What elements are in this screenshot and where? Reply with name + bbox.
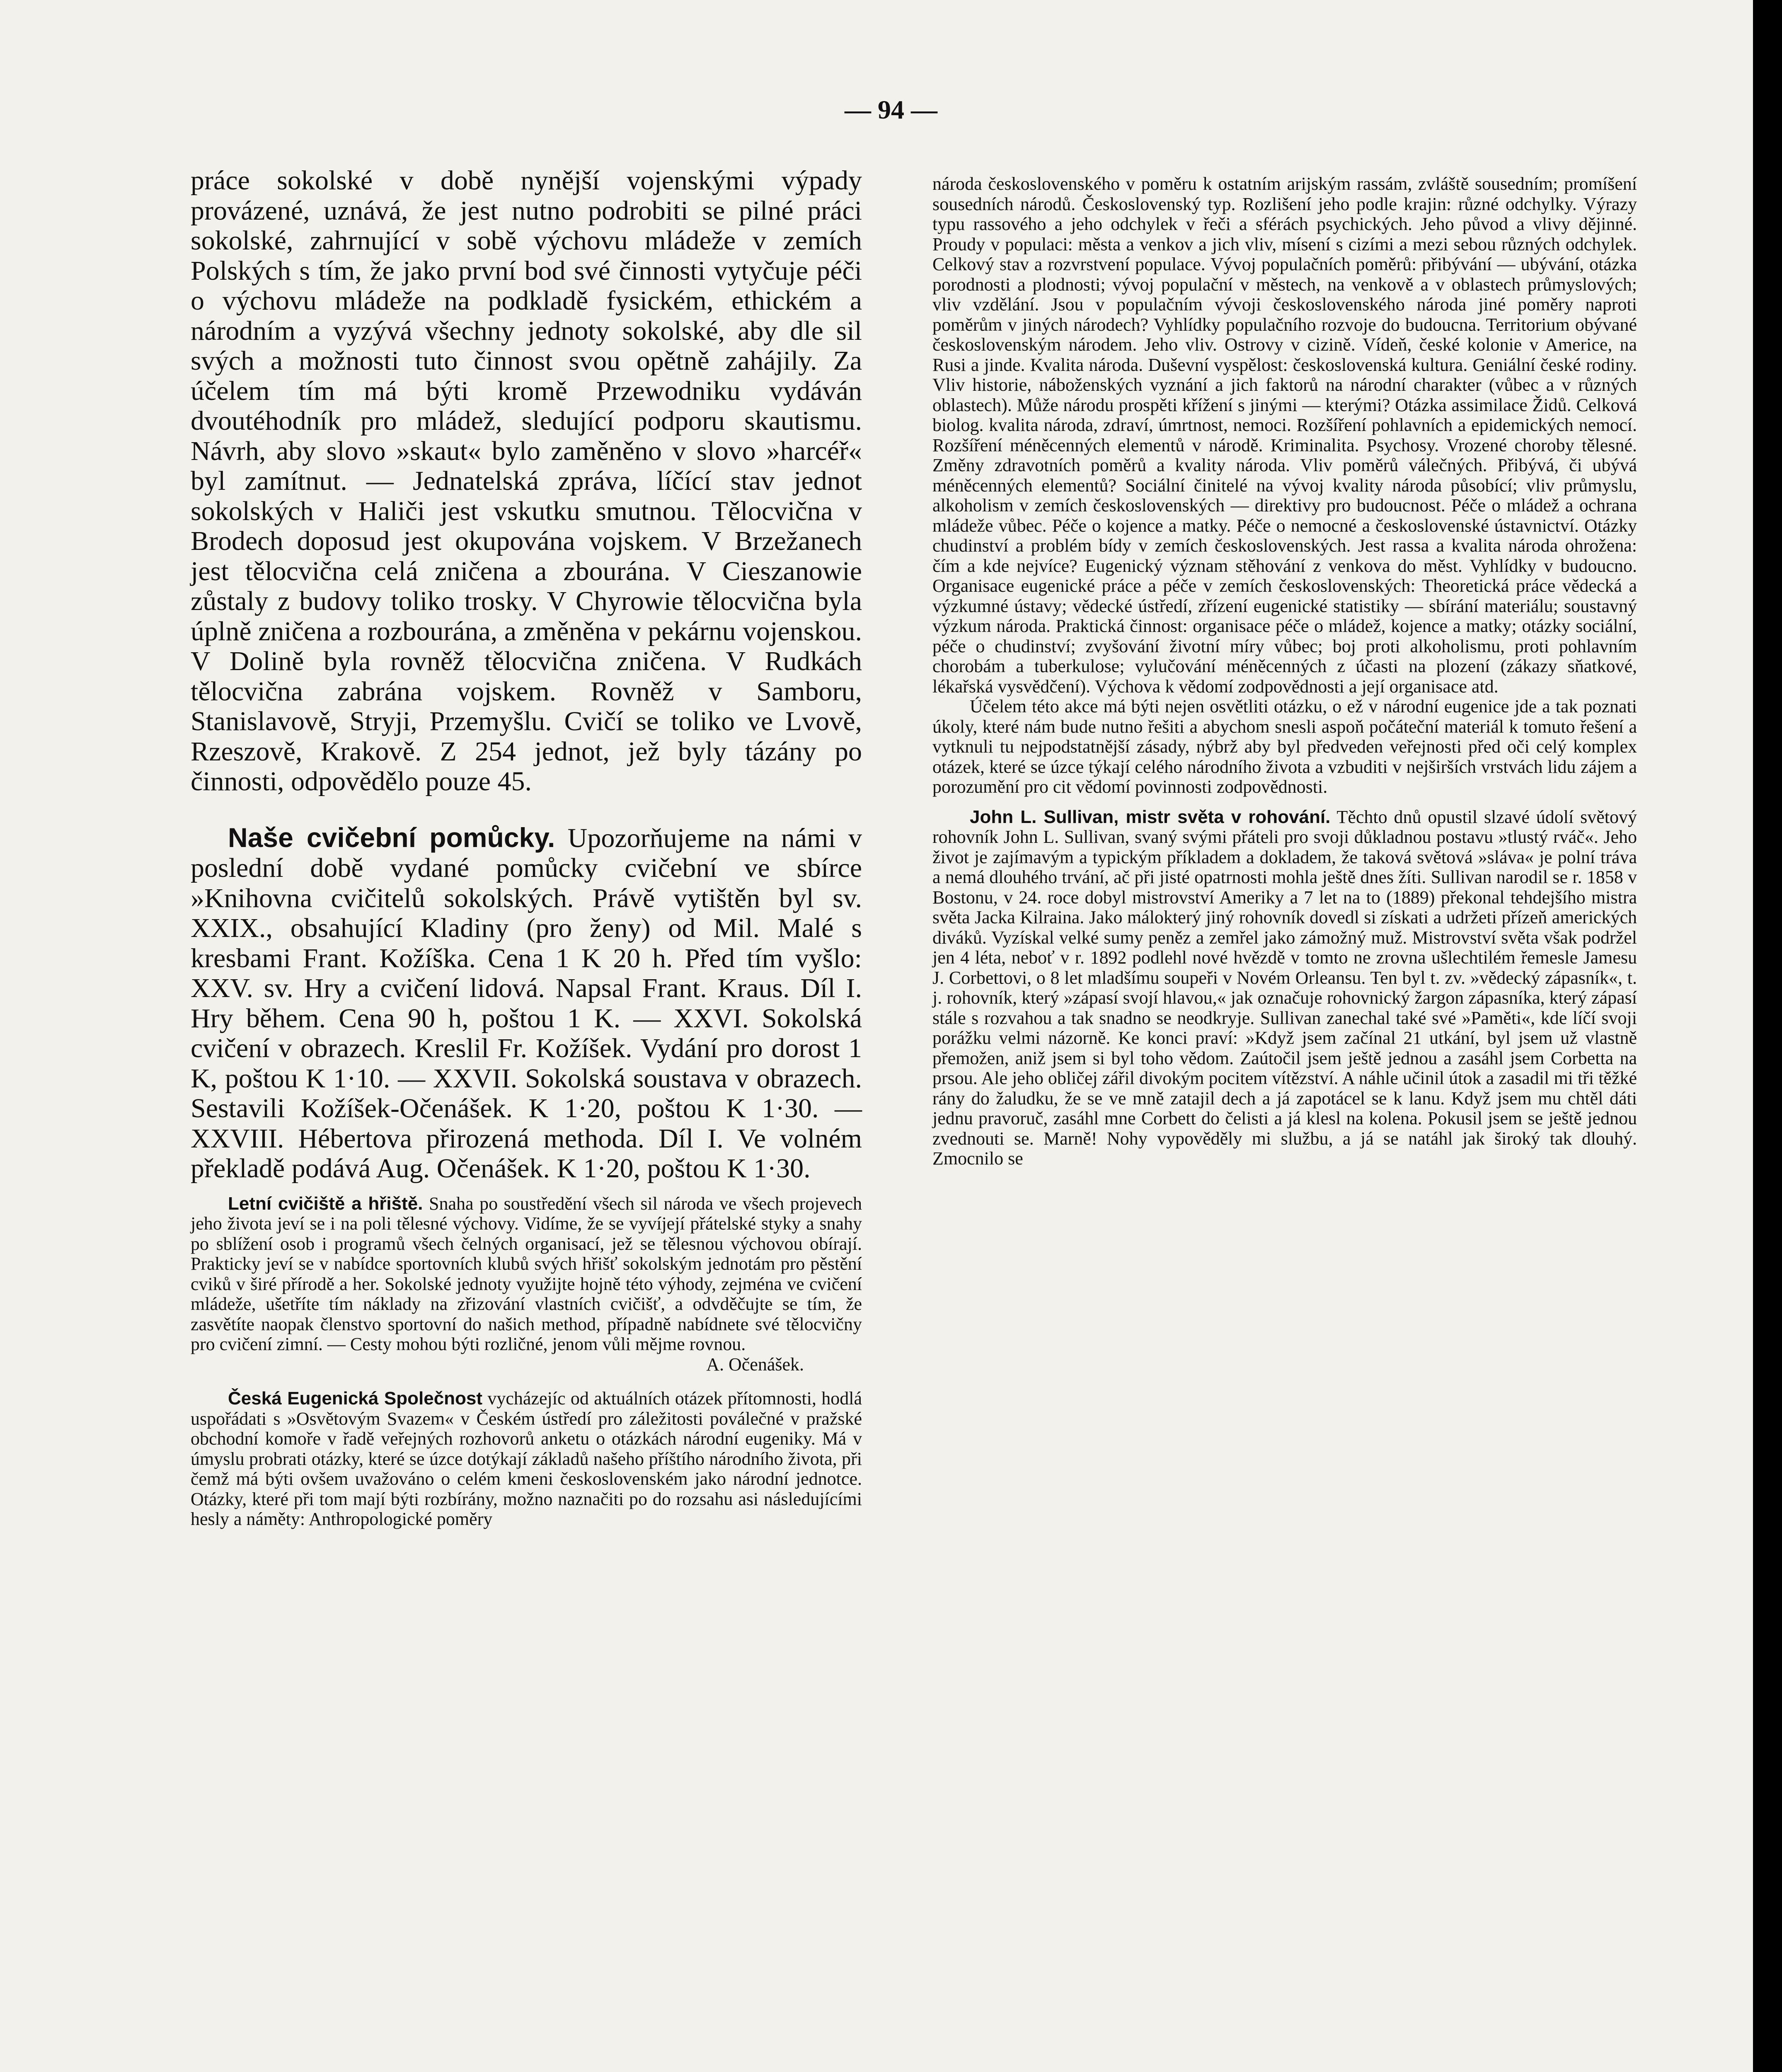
exercise-aids-paragraph: [191, 823, 862, 1184]
summer-playground-body: Snaha po soustředění všech sil národa ve všech projevech jeho života jeví se i na poli tělesné výchovy. Vidíme, že se vyvíjejí přátelské styky a snahy po sblížení osob i programů všech čelných organisací, jež se tělesnou výchovou obírají. Prakticky jeví se v nabídce sportovních klubů svých hřišť sokolským jednotám pro pěstění cviků v širé přírodě a her. Sokolské jednoty využijte hojně této výhody, zejména ve cvičení mládeže, ušetříte tím náklady na zřizování vlastních cvičišť, a odvděčujte se tím, že zasvětíte naopak členstvo sportovní do našich method, případně nabídnete své tělocvičny pro cvičení zimní. — Cesty mohou býti rozličné, jenom vůli mějme rovnou.: [191, 1193, 862, 1354]
sokol-poland-paragraph: práce sokolské v době nynější vojenskými výpady provázené, uznává, že jest nutno podrobiti se pilné práci sokolské, zahrnující v sobě výchovu mládeže v zemích Polských s tím, že jako první bod své činnosti vytyčuje péči o výchovu mládeže na podkladě fysickém, ethickém a národním a vyzývá všechny jednoty sokolské, aby dle sil svých a možnosti tuto činnost svou opětně zahájily. Za účelem tím má býti kromě Przewodniku vydáván dvoutéhodník pro mládež, sledující podporu skautismu. Návrh, aby slovo »skaut« bylo zaměněno v slovo »harcéř« byl zamítnut. — Jednatelská zpráva, líčící stav jednot sokolských v Haliči jest vskutku smutnou. Tělocvična v Brodech doposud jest okupována vojskem. V Brzežanech jest tělocvična celá zničena a zbourána. V Cieszanowie zůstaly z budovy toliko trosky. V Chyrowie tělocvična byla úplně zničena a rozbourána, a změněna v pekárnu vojenskou. V Dolině byla rovněž tělocvična zničena. V Rudkách tělocvična zabrána vojskem. Rovněž v Samboru, Stanislavově, Stryji, Przemyšlu. Cvičí se toliko ve Lvově, Rzeszově, Krakově. Z 254 jednot, jež byly tázány po činnosti, odpovědělo pouze 45.: [191, 165, 862, 796]
eugenics-purpose-paragraph: Účelem této akce má býti nejen osvětliti otázku, o ež v národní eugenice jde a tak poznati úkoly, které nám bude nutno řešiti a abychom snesli aspoň počáteční materiál k tomuto řešení a vytknuli tu nejpodstatnější zásady, nýbrž aby byl předveden veřejnosti před oči celý komplex otázek, které se úzce týkají celého národního života a vzbuditi v nejširších vrstvách lidu zájem a porozumění pro cit vědomí povinnosti zodpovědnosti.: [932, 696, 1637, 797]
summer-playground-signature: A. Očenášek.: [706, 1354, 804, 1375]
exercise-aids-body: Upozorňujeme na námi v poslední době vydané pomůcky cvičební ve sbírce »Knihovna cvičitelů sokolských. Právě vytištěn byl sv. XXIX., obsahující Kladiny (pro ženy) od Mil. Malé s kresbami Frant. Kožíška. Cena 1 K 20 h. Před tím vyšlo: XXV. sv. Hry a cvičení lidová. Napsal Frant. Kraus. Díl I. Hry během. Cena 90 h, poštou 1 K. — XXVI. Sokolská cvičení v obrazech. Kreslil Fr. Kožíšek. Vydání pro dorost 1 K, poštou K 1·10. — XXVII. Sokolská soustava v obrazech. Sestavili Kožíšek-Očenášek. K 1·20, poštou K 1·30. — XXVIII. Hébertova přirozená methoda. Díl I. Ve volném překladě podává Aug. Očenášek. K 1·20, poštou K 1·30.: [191, 823, 862, 1184]
left-column: [191, 166, 862, 1530]
eugenics-society-body: vycházejíc od aktuálních otázek přítomnosti, hodlá uspořádati s »Osvětovým Svazem« v Českém ústředí pro záležitosti poválečné v pražské obchodní komoře v řadě veřejných rozhovorů anketu o otázkách národní eugeniky. Má v úmyslu probrati otázky, které se úzce dotýkají základů našeho příštího národního života, při čemž má býti ovšem uvažováno o celém kmeni československém jako národní jednotce. Otázky, které při tom mají býti rozbírány, možno naznačiti po do rozsahu asi následujícími hesly a náměty: Anthropologické poměry: [191, 1388, 862, 1529]
eugenics-society-paragraph: [191, 1389, 862, 1530]
sullivan-paragraph: [932, 807, 1637, 1169]
sullivan-body: Těchto dnů opustil slzavé údolí světový rohovník John L. Sullivan, svaný svými přáteli pro svoji důkladnou postavu »tlustý rváč«. Jeho život je zajímavým a typickým příkladem a dokladem, že taková světová »sláva« je polní tráva a nemá dlouhého trvání, ač při jisté opatrnosti mohla ještě dnes žíti. Sullivan narodil se r. 1858 v Bostonu, v 24. roce dobyl mistrovství Ameriky a 7 let na to (1889) překonal tehdejšího mistra světa Jacka Kilraina. Jako málokterý jiný rohovník dovedl si získati a udržeti přízeň amerických diváků. Vyzískal velké sumy peněz a zemřel jako zámožný muž. Mistrovství světa však podržel jen 4 léta, neboť v r. 1892 podlehl nové hvězdě v tomto ne zrovna ušlechtilém řemesle Jamesu J. Corbettovi, o 8 let mladšímu soupeři v Novém Orleansu. Ten byl t. zv. »vědecký zápasník«, t. j. rohovník, který »zápasí svojí hlavou,« jak označuje rohovnický žargon zápasníka, který zápasí stále s rozvahou a tak snadno se neodkryje. Sullivan zanechal také své »Paměti«, kde líčí svoji porážku velmi názorně. Ke konci praví: »Když jsem začínal 21 utkání, byl jsem už vlastně přemožen, aniž jsem si byl toho vědom. Zaútočil jsem ještě jednou a zasáhl jsem Corbetta na prsou. Ale jeho obličej zářil divokým pocitem vítězství. A náhle učinil útok a zasadil mi tři těžké rány do žaludku, že se ve mně zatajil dech a já zapotácel se k lanu. Když jsem mu chtěl dáti jednu pravoruč, zasáhl mne Corbett do čelisti a já klesl na kolena. Pokusil jsem se ještě jednou zvednouti se. Marně! Nohy vypověděly mi službu, a já se natáhl jak široký tak dlouhý. Zmocnilo se: [932, 806, 1637, 1169]
sullivan-heading: John L. Sullivan, mistr světa v rohování.: [970, 806, 1331, 827]
summer-playground-heading: Letní cvičiště a hřiště.: [228, 1193, 423, 1214]
exercise-aids-heading: Naše cvičební pomůcky.: [228, 822, 555, 853]
summer-playground-paragraph: [191, 1194, 862, 1355]
eugenics-society-heading: Česká Eugenická Společnost: [228, 1388, 483, 1409]
eugenics-topics-paragraph: národa československého v poměru k ostatním arijským rassám, zvláště sousedním; promíšení sousedních národů. Československý typ. Rozlišení jeho podle krajin: různé odchylky. Výrazy typu rassového a jeho odchylek v řeči a sférách psychických. Jeho původ a vlivy dějinné. Proudy v populaci: města a venkov a jich vliv, mísení s cizími a mezi sebou různých odchylek. Celkový stav a rozvrstvení populace. Vývoj populačních poměrů: přibývání — ubývání, otázka porodnosti a plodnosti; vývoj populační v městech, na venkově a v oblastech průmyslových; vliv vzdělání. Jsou v populačním vývoji československého národa jiné poměry naproti poměrům v jiných národech? Vyhlídky populačního rozvoje do budoucna. Territorium obývané československým národem. Jeho vliv. Ostrovy v cizině. Vídeň, české kolonie v Americe, na Rusi a jinde. Kvalita národa. Duševní vyspělost: československá kultura. Geniální české rodiny. Vliv historie, náboženských vyznání a jich faktorů na národní charakter (vůbec a v různých oblastech). Může národu prospěti křížení s jinými — kterými? Otázka assimilace Židů. Celková biolog. kvalita národa, zdraví, úmrtnost, nemoci. Rozšíření pohlavních a epidemických nemocí. Rozšíření méněcenných elementů v národě. Kriminalita. Psychosy. Vrozené choroby tělesné. Změny zdravotních poměrů a kvality národa. Vliv poměrů válečných. Přibývá, či ubývá méněcenných elementů? Sociální činitelé na vývoj kvality národa působící; vliv průmyslu, alkoholism v zemích československých — direktivy pro budoucnost. Péče o mládež a ochrana mládeže vůbec. Péče o kojence a matky. Péče o nemocné a československé ústavnictví. Otázky chudinství a problém bídy v zemích československých. Jest rassa a kvalita národa ohrožena: čím a kde nejvíce? Eugenický význam stěhování z venkova do měst. Vyhlídky v budoucno. Organisace eugenické práce a péče v zemích československých: Theoretická práce vědecká a výzkumné ústavy; vědecké ústředí, zřízení eugenické statistiky — sbírání materiálu; soustavný výzkum národa. Praktická činnost: organisace péče o mládež, kojence a matky; otázky sociální, péče o chudinství; zvyšování životní míry vůbec; boj proti alkoholismu, proti pohlavním chorobám a tuberkulose; vylučování méněcenných z účasti na plození (zákazy sňatkové, lékařská vysvědčení). Výchova k vědomí zodpovědnosti a její organisace atd.: [932, 174, 1637, 697]
page-number: — 94 —: [845, 95, 937, 124]
right-column: [932, 174, 1637, 1169]
